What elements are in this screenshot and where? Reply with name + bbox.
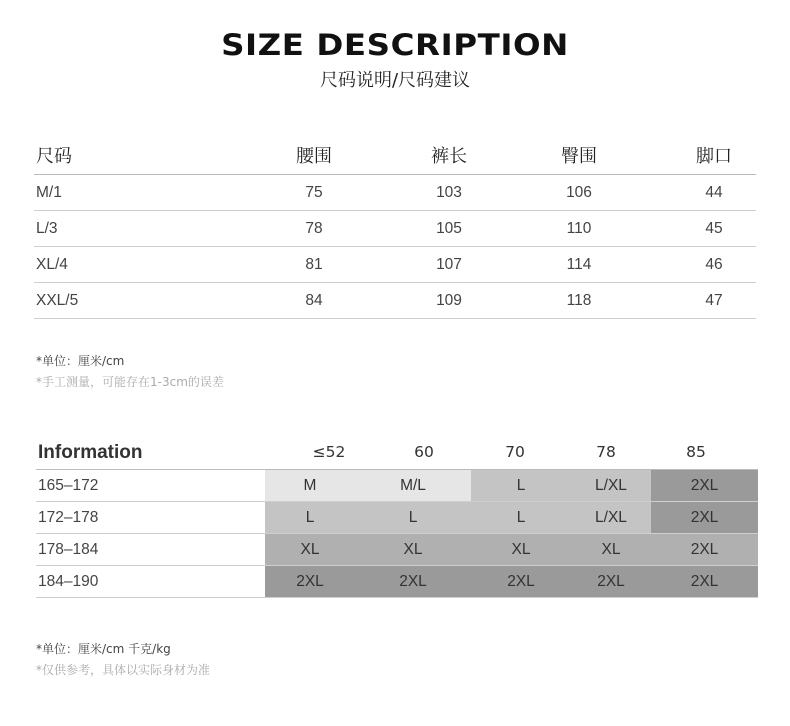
size-recommendation-cell: L (265, 502, 355, 533)
size-recommendation-cell: 2XL (651, 534, 758, 565)
waist-cell: 84 (305, 292, 323, 309)
size-table (34, 140, 756, 319)
size-cell: XL/4 (36, 256, 68, 273)
recommendation-table (36, 438, 758, 598)
hip-cell: 114 (566, 256, 592, 273)
length-cell: 109 (436, 292, 462, 309)
table-row (34, 211, 756, 247)
page-subtitle: 尺码说明/尺码建议 (319, 70, 471, 91)
size-recommendation-cell: 2XL (651, 470, 758, 501)
size-recommendation-cell: L/XL (571, 470, 651, 501)
waist-cell: 75 (305, 184, 323, 201)
weight-header: 85 (686, 443, 706, 461)
table-row (36, 470, 758, 502)
size-recommendation-cell: L (355, 502, 471, 533)
height-cell: 172–178 (38, 509, 99, 526)
size-recommendation-cell: 2XL (651, 566, 758, 597)
hip-cell: 110 (566, 220, 592, 237)
page-title: SIZE DESCRIPTION (221, 28, 569, 62)
size-recommendation-cell: XL (571, 534, 651, 565)
unit-note: *单位：厘米/cm (36, 354, 125, 368)
reference-note: *仅供参考，具体以实际身材为准 (36, 663, 211, 677)
size-recommendation-cell: XL (265, 534, 355, 565)
table-row (34, 247, 756, 283)
height-cell: 165–172 (38, 477, 99, 494)
hem-cell: 46 (705, 256, 723, 273)
size-recommendation-cell: 2XL (571, 566, 651, 597)
size-recommendation-cell: L (471, 502, 571, 533)
length-cell: 105 (436, 220, 462, 237)
weight-header: 60 (414, 443, 434, 461)
header-length: 裤长 (431, 146, 467, 167)
weight-header: 78 (596, 443, 616, 461)
length-cell: 103 (436, 184, 462, 201)
table-row (34, 175, 756, 211)
error-note: *手工测量，可能存在1-3cm的误差 (36, 375, 224, 389)
size-recommendation-cell: 2XL (471, 566, 571, 597)
height-cell: 178–184 (38, 541, 99, 558)
information-label: Information (38, 442, 143, 463)
hem-cell: 45 (705, 220, 723, 237)
table-row (34, 283, 756, 319)
height-cell: 184–190 (38, 573, 99, 590)
size-recommendation-cell: M (265, 470, 355, 501)
hip-cell: 106 (566, 184, 592, 201)
size-recommendation-cell: 2XL (355, 566, 471, 597)
hem-cell: 47 (705, 292, 723, 309)
table-row (36, 534, 758, 566)
size-recommendation-cell: XL (355, 534, 471, 565)
size-recommendation-cell: L (471, 470, 571, 501)
size-recommendation-cell: XL (471, 534, 571, 565)
header-waist: 腰围 (296, 146, 332, 167)
recommendation-header (36, 438, 758, 470)
waist-cell: 78 (305, 220, 323, 237)
size-recommendation-cell: L/XL (571, 502, 651, 533)
size-table-header (34, 140, 756, 175)
weight-header: 70 (505, 443, 525, 461)
size-cell: L/3 (36, 220, 58, 237)
header-hem: 脚口 (696, 146, 732, 167)
unit-note: *单位：厘米/cm 千克/kg (36, 642, 171, 656)
size-cell: M/1 (36, 184, 62, 201)
hip-cell: 118 (566, 292, 592, 309)
size-recommendation-cell: 2XL (265, 566, 355, 597)
size-cell: XXL/5 (36, 292, 79, 309)
size-recommendation-cell: 2XL (651, 502, 758, 533)
hem-cell: 44 (705, 184, 723, 201)
weight-header: ≤52 (312, 443, 346, 461)
header-size: 尺码 (36, 146, 72, 167)
size-recommendation-cell: M/L (355, 470, 471, 501)
length-cell: 107 (436, 256, 462, 273)
table-row (36, 502, 758, 534)
header-hip: 臀围 (561, 146, 597, 167)
waist-cell: 81 (305, 256, 323, 273)
table-row (36, 566, 758, 598)
